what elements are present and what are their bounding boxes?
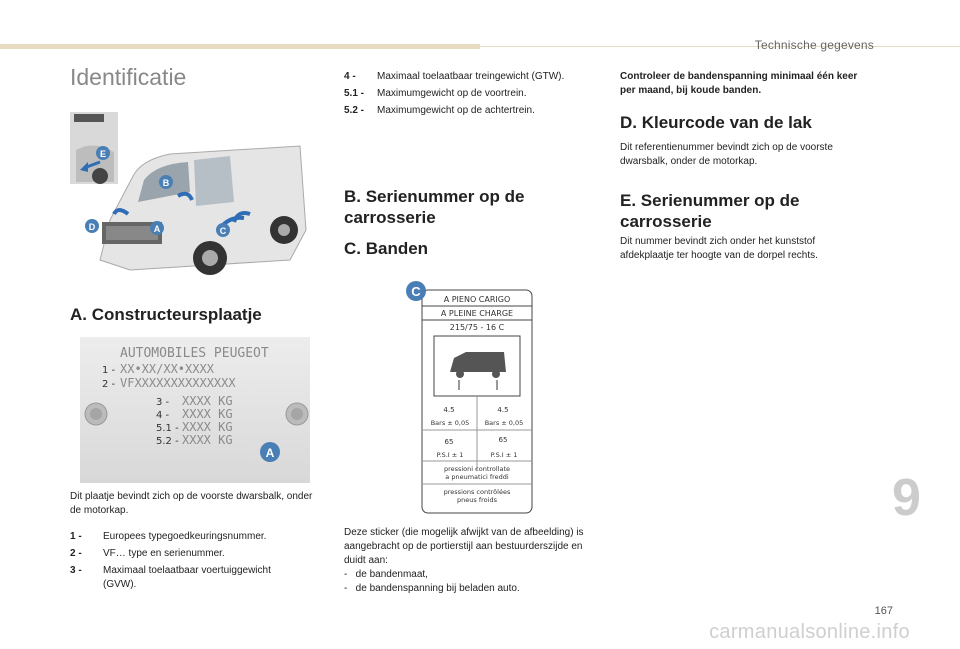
manufacturer-plate: [80, 337, 310, 483]
header-bar: [0, 44, 480, 49]
plate-label-5-1: 5.1 -: [156, 423, 179, 434]
label-a: A: [153, 224, 161, 234]
section-name: Technische gegevens: [754, 38, 874, 52]
page-number: 167: [874, 605, 893, 617]
sticker-badge: C: [411, 284, 421, 299]
plate-label-5-2: 5.2 -: [156, 436, 179, 447]
label-b: B: [162, 178, 170, 188]
plate-description: Dit plaatje bevindt zich op de voorste dwarsbalk, onder de motorkap.: [70, 491, 313, 516]
plate-value-2: VFXXXXXXXXXXXXXX: [120, 376, 236, 390]
list-item: 4 - Maximaal toelaatbaar treingewicht (GTW).: [344, 71, 565, 82]
heading-a: A. Constructeursplaatje: [70, 305, 262, 324]
heading-d: D. Kleurcode van de lak: [620, 113, 812, 132]
watermark: carmanualsonline.info: [709, 621, 910, 643]
label-c: C: [219, 226, 227, 236]
description-e: Dit nummer bevindt zich onder het kunststof afdekplaatje ter hoogte van de dorpel rechts.: [620, 236, 818, 261]
sticker-it2: a pneumatici freddi: [445, 473, 509, 481]
plate-label-3: 3 -: [156, 397, 170, 408]
label-e: E: [99, 149, 107, 159]
sticker-description: Deze sticker (die mogelijk afwijkt van de afbeelding) is aangebracht op de portierstijl aan bestuurderszijde en duidt aan:: [344, 527, 584, 566]
sticker-size: 215/75 - 16 C: [449, 323, 505, 332]
sticker-line1: A PIENO CARIGO: [443, 295, 511, 304]
list-item: 1 - Europees typegoedkeuringsnummer.: [70, 531, 267, 542]
plate-weight-5-1: XXXX KG: [182, 420, 233, 434]
sticker-it1: pressioni controllate: [443, 465, 511, 473]
bar-tolerance-front: Bars ± 0,05: [430, 419, 470, 427]
plate-maker: AUTOMOBILES PEUGEOT: [120, 346, 269, 361]
psi-tolerance-front: P.S.I ± 1: [436, 451, 464, 459]
list-item: 2 - VF… type en serienummer.: [70, 548, 225, 559]
van-body: [100, 146, 306, 275]
inset-detail: [70, 112, 118, 184]
list-a: [70, 530, 315, 595]
plate-weight-5-2: XXXX KG: [182, 433, 233, 447]
list-item: 3 - Maximaal toelaatbaar voertuiggewicht (GVW).: [70, 565, 271, 590]
plate-value-1: XX•XX/XX•XXXX: [120, 362, 214, 376]
bar-tolerance-rear: Bars ± 0,05: [484, 419, 524, 427]
tyre-sticker: [404, 280, 534, 516]
plate-label-4: 4 -: [156, 410, 170, 421]
bar-rear: 4.5: [497, 406, 509, 414]
plate-weight-3: XXXX KG: [182, 394, 233, 408]
header-line: [480, 46, 960, 47]
psi-rear: 65: [498, 436, 508, 444]
list-item: - de bandenspanning bij beladen auto.: [344, 583, 520, 594]
sticker-fr1: pressions contrôlées: [443, 488, 511, 496]
sticker-line2: A PLEINE CHARGE: [440, 309, 514, 318]
plate-weight-4: XXXX KG: [182, 407, 233, 421]
heading-b: B. Serienummer op de carrosserie: [344, 187, 525, 227]
plate-badge: A: [265, 446, 275, 460]
bullet-list: [344, 568, 584, 596]
psi-tolerance-rear: P.S.I ± 1: [490, 451, 518, 459]
list-item: - de bandenmaat,: [344, 569, 428, 580]
heading-c: C. Banden: [344, 239, 429, 258]
pressure-note: Controleer de bandenspanning minimaal één keer per maand, bij koude banden.: [620, 71, 858, 96]
sticker-fr2: pneus froids: [457, 496, 497, 504]
heading-e: E. Serienummer op de carrosserie: [620, 191, 800, 231]
label-d: D: [88, 222, 96, 232]
chapter-number: 9: [892, 469, 921, 527]
list-item: 5.1 - Maximumgewicht op de voortrein.: [344, 88, 527, 99]
plate-label-2: 2 -: [102, 379, 116, 390]
list-item: 5.2 - Maximumgewicht op de achtertrein.: [344, 105, 535, 116]
psi-front: 65: [444, 438, 454, 446]
plate-label-1: 1 -: [102, 365, 116, 376]
page-title: Identificatie: [70, 64, 187, 90]
description-d: Dit referentienummer bevindt zich op de voorste dwarsbalk, onder de motorkap.: [620, 142, 833, 167]
van-illustration: [70, 110, 310, 285]
bar-front: 4.5: [443, 406, 455, 414]
list-middle: [344, 70, 589, 121]
